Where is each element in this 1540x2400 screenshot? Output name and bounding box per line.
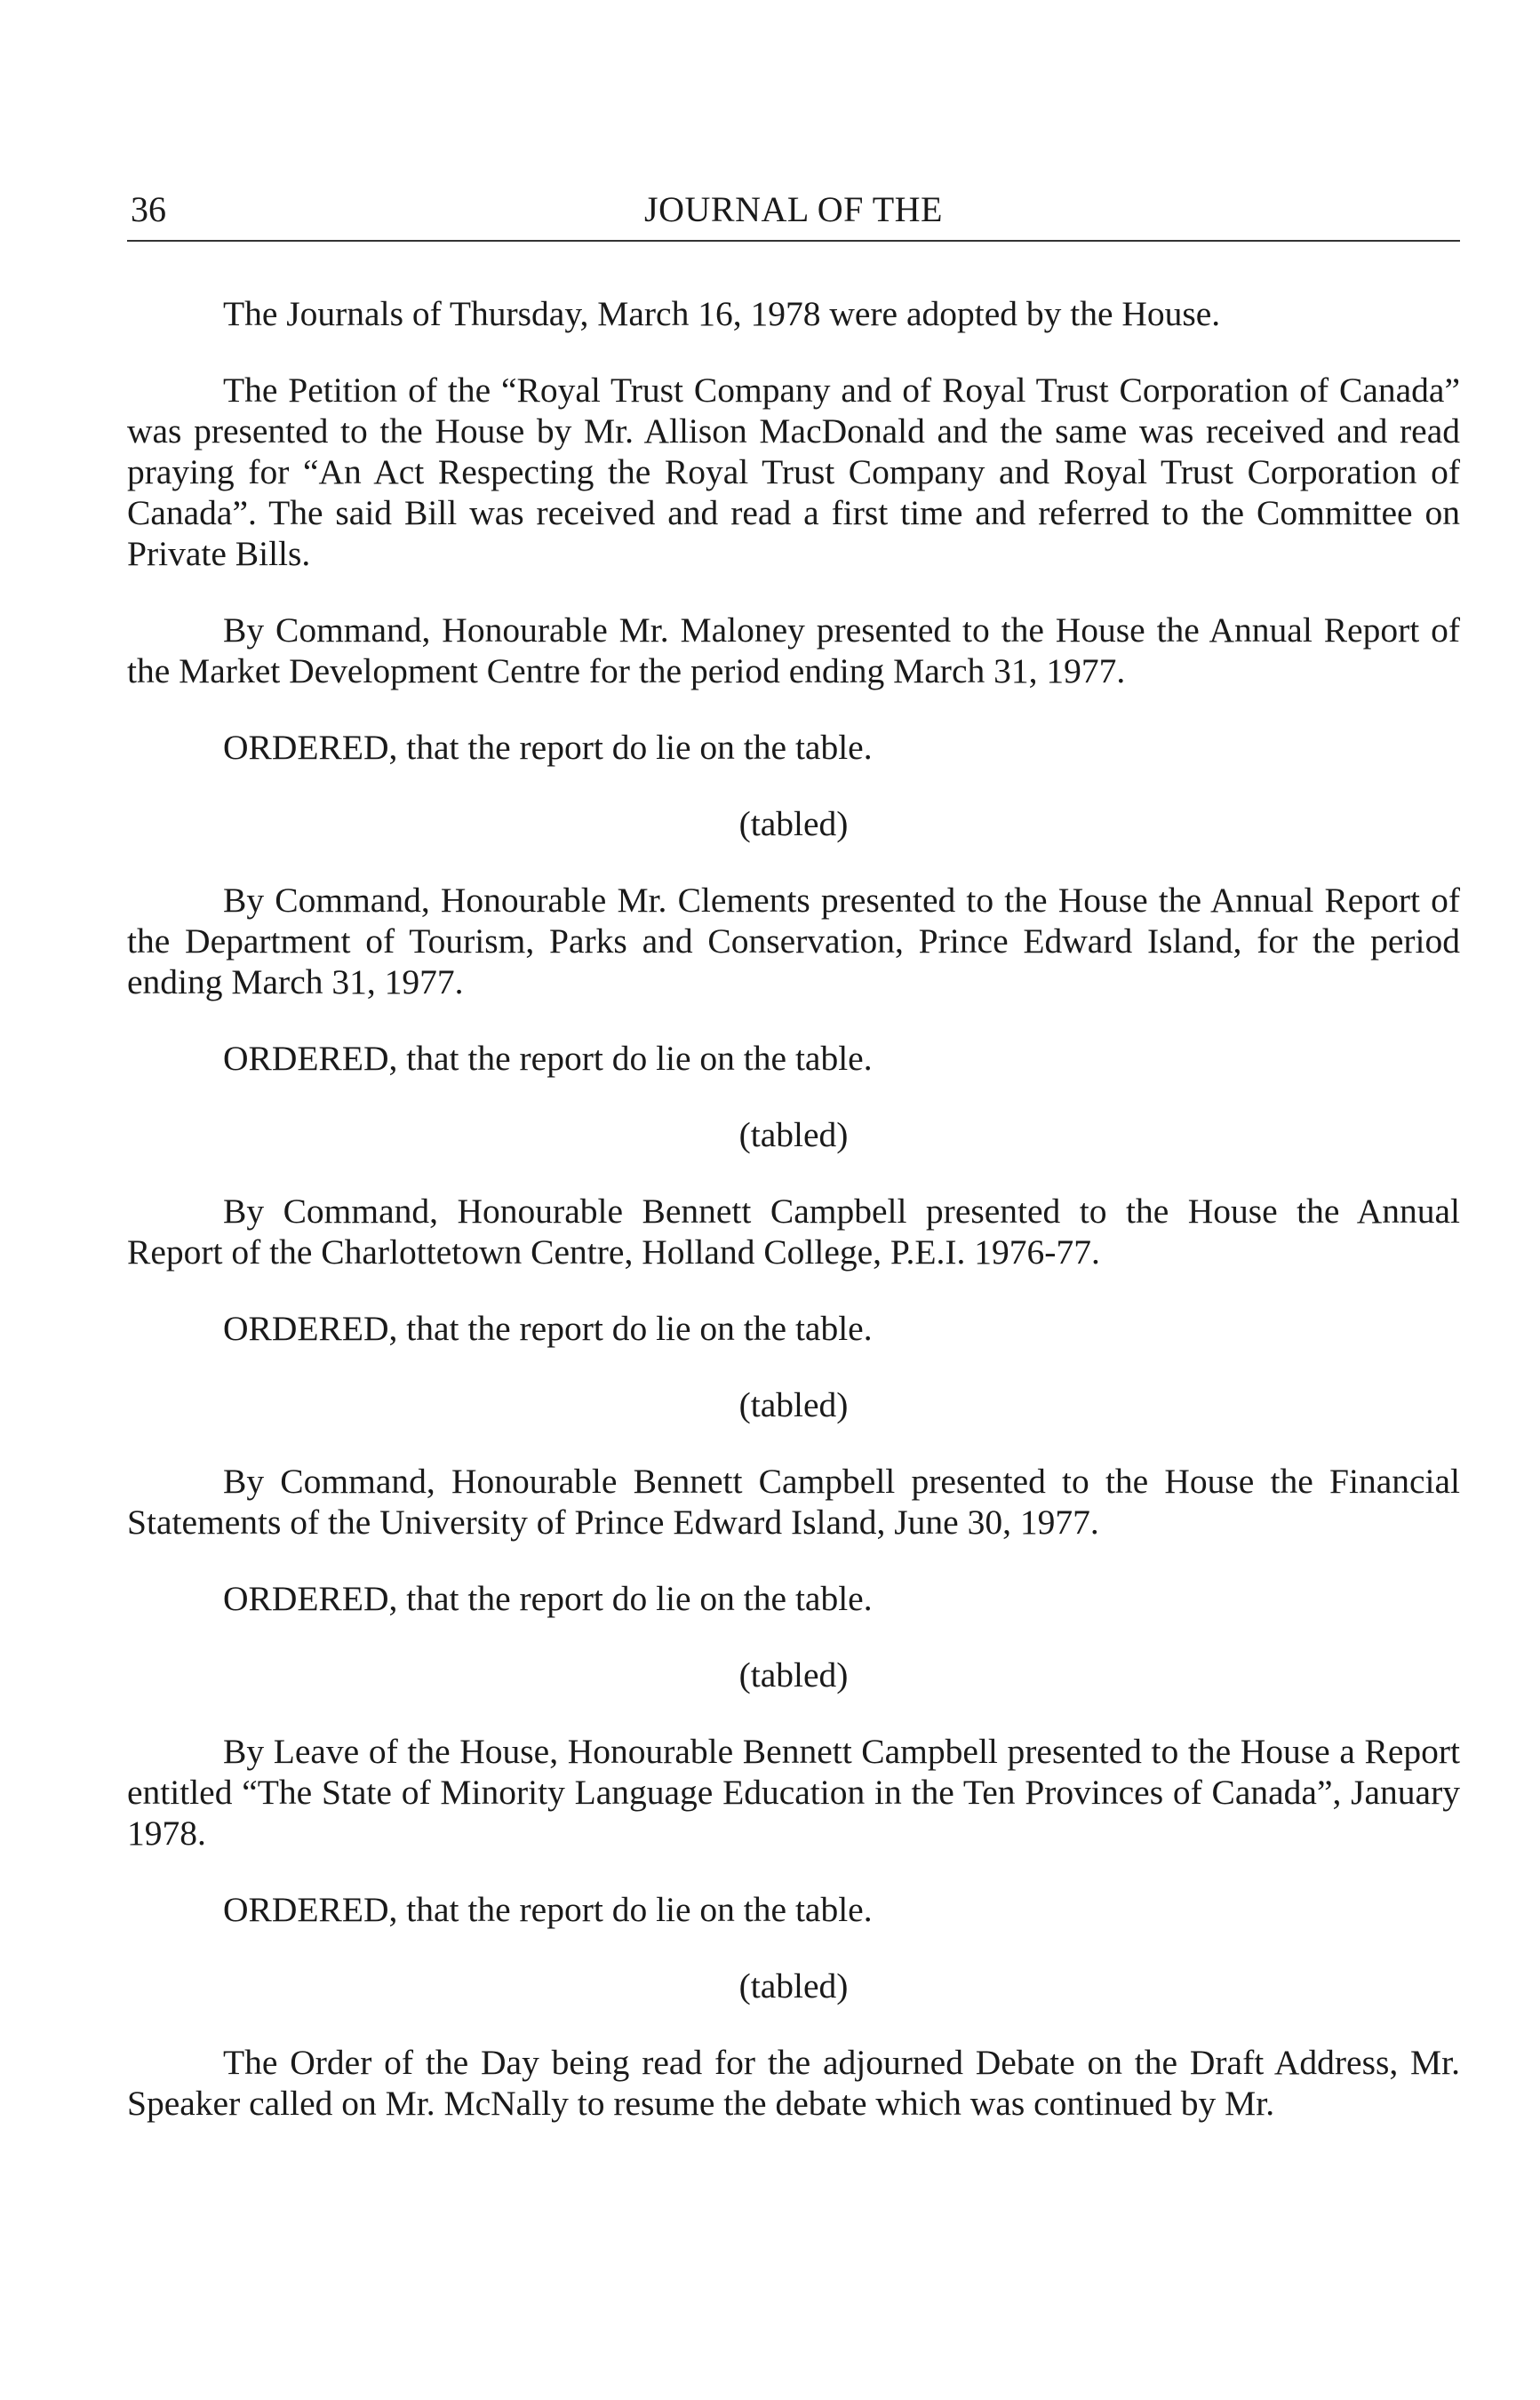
command-campbell-upei-paragraph: By Command, Honourable Bennett Campbell presented to the House the Financial Statements of the University of Prince Edward Island, June 30, 1977. (127, 1462, 1460, 1542)
tabled-note: (tabled) (738, 1655, 849, 1694)
tabled-note: (tabled) (738, 1115, 849, 1154)
command-maloney-paragraph: By Command, Honourable Mr. Maloney presented to the House the Annual Report of the Market Development Centre for the period ending March 31, 1977. (127, 610, 1460, 690)
ordered-paragraph: ORDERED, that the report do lie on the table. (223, 1890, 873, 1929)
ordered-paragraph: ORDERED, that the report do lie on the table. (223, 1579, 873, 1618)
tabled-note: (tabled) (738, 1966, 849, 2005)
running-title: JOURNAL OF THE (644, 189, 943, 229)
ordered-paragraph: ORDERED, that the report do lie on the table. (223, 1039, 873, 1078)
order-of-the-day-paragraph: The Order of the Day being read for the adjourned Debate on the Draft Address, Mr. Speaker called on Mr. McNally to resume the debate which was continued by Mr. (127, 2043, 1460, 2123)
journals-adopted-paragraph: The Journals of Thursday, March 16, 1978 were adopted by the House. (223, 294, 1221, 333)
journal-page (127, 178, 1460, 2159)
ordered-paragraph: ORDERED, that the report do lie on the table. (223, 1309, 873, 1348)
page-number: 36 (131, 189, 166, 229)
command-clements-paragraph: By Command, Honourable Mr. Clements presented to the House the Annual Report of the Department of Tourism, Parks and Conservation, Prince Edward Island, for the period ending March 31, 1977. (127, 881, 1460, 1001)
tabled-note: (tabled) (738, 804, 849, 843)
page-header (127, 178, 1460, 242)
tabled-note: (tabled) (738, 1385, 849, 1424)
petition-paragraph: The Petition of the “Royal Trust Company and of Royal Trust Corporation of Canada” was presented to the House by Mr. Allison MacDonald and the same was received and read praying for “An Act Respecting the Royal Trust Company and Royal Trust Corporation of Canada”. The said Bill was received and read a first time and referred to the Committee on Private Bills. (127, 371, 1460, 573)
ordered-paragraph: ORDERED, that the report do lie on the table. (223, 728, 873, 767)
leave-campbell-report-paragraph: By Leave of the House, Honourable Bennett Campbell presented to the House a Report entitled “The State of Minority Language Education in the Ten Provinces of Canada”, January 1978. (127, 1732, 1460, 1853)
command-campbell-holland-paragraph: By Command, Honourable Bennett Campbell presented to the House the Annual Report of the Charlottetown Centre, Holland College, P.E.I. 1976-77. (127, 1192, 1460, 1272)
page-body (127, 242, 1460, 2124)
